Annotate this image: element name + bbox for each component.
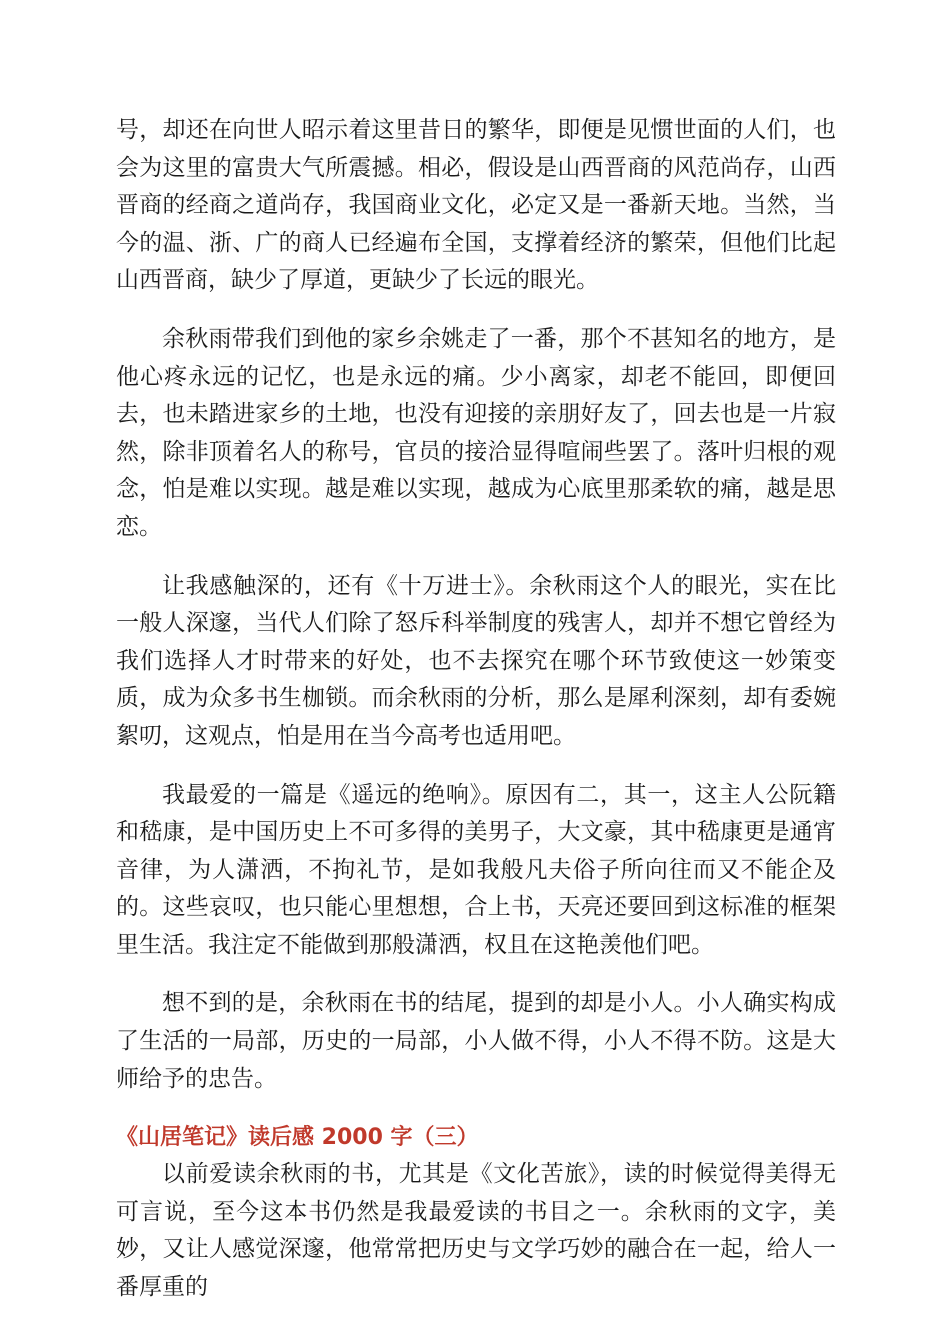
section-heading: 《山居笔记》读后感 2000 字（三） <box>116 1125 479 1151</box>
paragraph-section-start: 以前爱读余秋雨的书，尤其是《文化苦旅》，读的时候觉得美得无可言说，至今这本书仍然是我最爱读的书目之一。余秋雨的文字，美妙，又让人感觉深邃，他常常把历史与文学巧妙的融合在一起，给人一番厚重的 <box>116 1161 836 1301</box>
paragraph-favorite-chapter: 我最爱的一篇是《遥远的绝响》。原因有二，其一，这主人公阮籍和嵇康，是中国历史上不可多得的美男子，大文豪，其中嵇康更是通宵音律，为人潇洒，不拘礼节，是如我般凡夫俗子所向往而又不能企及的。这些哀叹，也只能心里想想，合上书，天亮还要回到这标准的框架里生活。我注定不能做到那般潇洒，权且在这艳羡他们吧。 <box>116 781 836 958</box>
paragraph-ending: 想不到的是，余秋雨在书的结尾，提到的却是小人。小人确实构成了生活的一局部，历史的一局部，小人做不得，小人不得不防。这是大师给予的忠告。 <box>116 990 836 1092</box>
paragraph-continuation: 号，却还在向世人昭示着这里昔日的繁华，即便是见惯世面的人们，也会为这里的富贵大气所震撼。相必，假设是山西晋商的风范尚存，山西晋商的经商之道尚存，我国商业文化，必定又是一番新天地。当然，当今的温、浙、广的商人已经遍布全国，支撑着经济的繁荣，但他们比起山西晋商，缺少了厚道，更缺少了长远的眼光。 <box>116 117 836 294</box>
paragraph-jinshi: 让我感触深的，还有《十万进士》。余秋雨这个人的眼光，实在比一般人深邃，当代人们除了怒斥科举制度的残害人，却并不想它曾经为我们选择人才时带来的好处，也不去探究在哪个环节致使这一妙策变质，成为众多书生枷锁。而余秋雨的分析，那么是犀利深刻，却有委婉絮叨，这观点，怕是用在当今高考也适用吧。 <box>116 572 836 749</box>
document-body <box>116 112 836 1328</box>
paragraph-hometown: 余秋雨带我们到他的家乡余姚走了一番，那个不甚知名的地方，是他心疼永远的记忆，也是永远的痛。少小离家，却老不能回，即便回去，也未踏进家乡的土地，也没有迎接的亲朋好友了，回去也是一片寂然，除非顶着名人的称号，官员的接洽显得喧闹些罢了。落叶归根的观念，怕是难以实现。越是难以实现，越成为心底里那柔软的痛，越是思恋。 <box>116 325 836 540</box>
